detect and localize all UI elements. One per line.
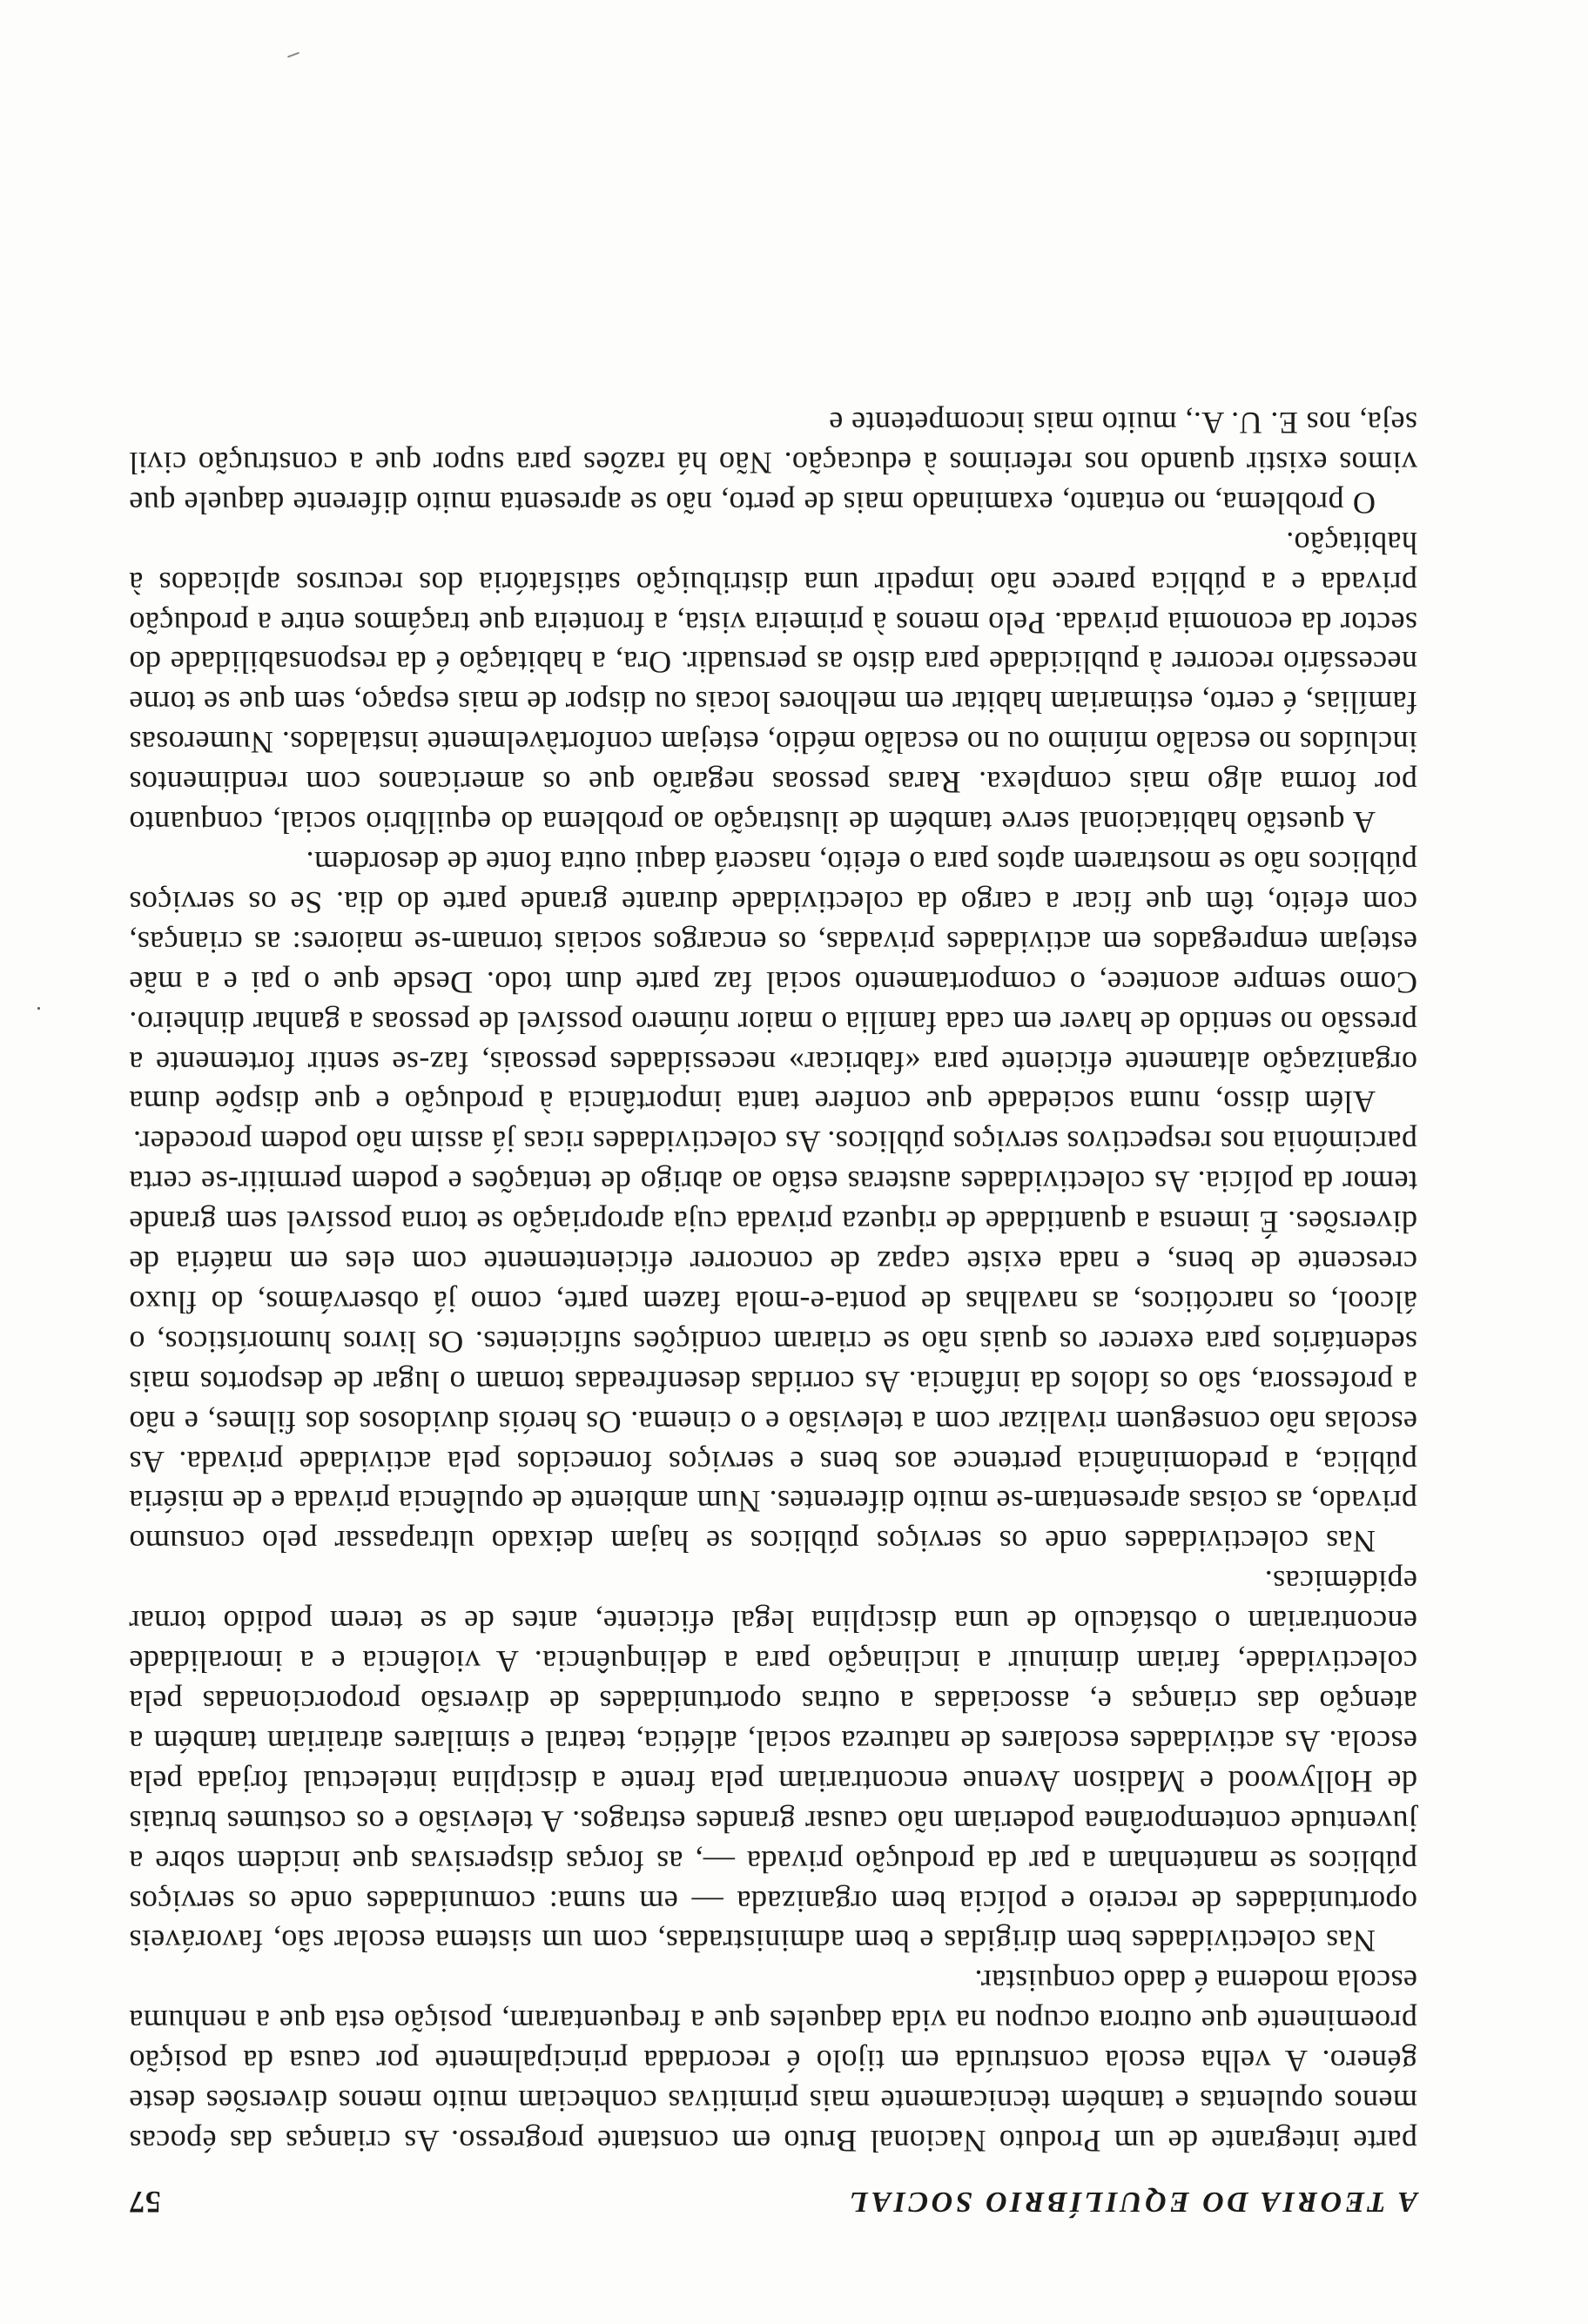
scan-speck (37, 1007, 40, 1010)
page-text-block (129, 402, 1417, 2221)
paragraph-4: Além disso, numa sociedade que confere tanta importância à produção e que dispõe duma organização altamente eficiente para «fabricar» necessidades pessoais, faz-se sentir fortemente a pressão no sentido de haver em cada família o maior número possível de pessoas a ganhar dinheiro. Como sempre acontece, o comportamento social faz parte dum todo. Desde que o pai e a mãe estejam empregados em actividades privadas, os encargos sociais tornam-se maiores: as crianças, com efeito, têm que ficar a cargo da colectividade durante grande parte do dia. Se os serviços públicos não se mostrarem aptos para o efeito, nascerá daqui outra fonte de desordem. (129, 845, 1417, 1120)
paragraph-6: O problema, no entanto, examinado mais de perto, não se apresenta muito diferente daquele que vimos existir quando nos referimos à educação. Não há razões para supor que a construção civil seja, nos E. U. A., muito mais incompetente e (129, 406, 1417, 521)
running-head (129, 2181, 1417, 2221)
paragraph-5: A questão habitacional serve também de ilustração ao problema do equilíbrio social, conquanto por forma algo mais complexa. Raras pessoas negarão que os americanos com rendimentos incluídos no escalão mínimo ou no escalão médio, estejam confortàvelmente instalados. Numerosas famílias, é certo, estimariam habitar em melhores locais ou dispor de mais espaço, sem que se torne necessário recorrer à publicidade para disto as persuadir. Ora, a habitação é da responsabilidade do sector da economia privada. Pelo menos à primeira vista, a fronteira que traçámos entre a produção privada e a pública parece não impedir uma distribuição satisfatória dos recursos aplicados à habitação. (129, 525, 1417, 841)
page-number: 57 (129, 2185, 161, 2220)
running-title: A TEORIA DO EQUILÍBRIO SOCIAL (846, 2186, 1417, 2218)
paragraph-2: Nas colectividades bem dirigidas e bem administradas, com um sistema escolar são, favoráveis oportunidades de recreio e polícia bem organizada — em suma: comunidades onde os serviços públicos se mantenham a par da produção privada —, as forças dispersivas que incidem sobre a juventude contemporânea poderiam não causar grandes estragos. A televisão e os costumes brutais de Hollywood e Madison Avenue encontrariam pela frente a disciplina intelectual forjada pela escola. As actividades escolares de natureza social, atlética, teatral e similares atrairiam também a atenção das crianças e, associadas a outras oportunidades de diversão proporcionadas pela colectividade, fariam diminuir a inclinação para a delinquência. A violência e a imoralidade encontrariam o obstáculo de uma disciplina legal eficiente, antes de se terem podido tornar epidémicas. (129, 1564, 1417, 1959)
paragraph-3: Nas colectividades onde os serviços públicos se hajam deixado ultrapassar pelo consumo privado, as coisas apresentam-se muito diferentes. Num ambiente de opulência privada e de miséria pública, a predominância pertence aos bens e serviços fornecidos pela actividade privada. As escolas não conseguem rivalizar com a televisão e o cinema. Os heróis duvidosos dos filmes, e não a professora, são os ídolos da infância. As corridas desenfreadas tomam o lugar de desportos mais sedentários para exercer os quais não se criaram condições suficientes. Os livros humorísticos, o álcool, os narcóticos, as navalhas de ponta-e-mola fazem parte, como já observámos, do fluxo crescente de bens, e nada existe capaz de concorrer eficientemente com eles em matéria de diversões. É imensa a quantidade de riqueza privada cuja apropriação se torna possível sem grande temor da polícia. As colectividades austeras estão ao abrigo de tentações e podem permitir-se certa parcimónia nos respectivos serviços públicos. As colectividades ricas já assim não podem proceder. (129, 1125, 1417, 1560)
paragraph-1: parte integrante de um Produto Nacional Bruto em constante progresso. As crianças das épocas menos opulentas e também tècnicamente mais primitivas conheciam muito menos diversões deste género. A velha escola construída em tijolo é recordada principalmente por causa da posição proeminente que outrora ocupou na vida daqueles que a frequentaram, posição esta que a nenhuma escola moderna é dado conquistar. (129, 1964, 1417, 2159)
scan-speck (287, 52, 299, 58)
